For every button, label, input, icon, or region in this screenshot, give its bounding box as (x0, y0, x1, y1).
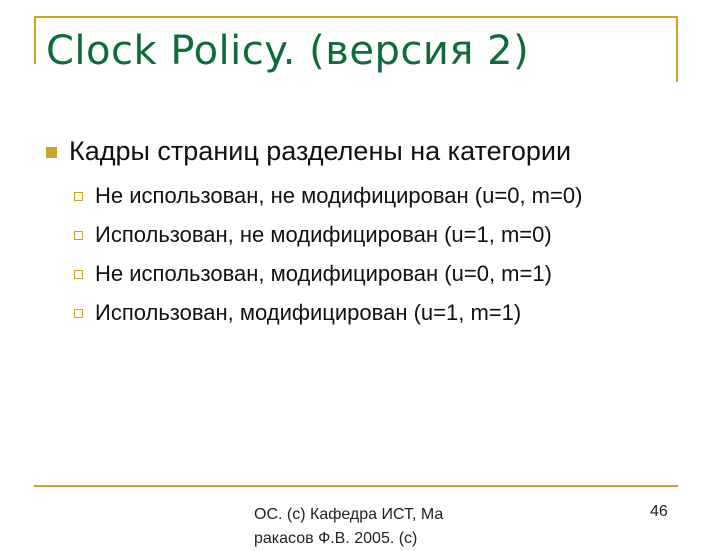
main-bullet (46, 136, 571, 167)
sub-bullet-item (74, 215, 582, 254)
frame-line-top (34, 16, 678, 18)
outline-square-bullet-icon (74, 270, 83, 279)
sub-bullet-item (74, 254, 582, 293)
sub-bullet-item (74, 176, 582, 215)
outline-square-bullet-icon (74, 231, 83, 240)
slide-title: Clock Policy. (версия 2) (46, 28, 530, 74)
sub-bullet-text: Использован, модифицирован (u=1, m=1) (95, 299, 522, 325)
slide-footer: ОС. (с) Кафедра ИСТ, Ма ракасов Ф.В. 2005. (с) (254, 506, 444, 547)
sub-bullet-text: Не использован, модифицирован (u=0, m=1) (95, 260, 552, 286)
sub-bullet-list (74, 176, 582, 332)
main-bullet-text: Кадры страниц разделены на категории (69, 136, 572, 166)
outline-square-bullet-icon (74, 192, 83, 201)
frame-line-right (676, 16, 678, 82)
frame-line-bottom (34, 485, 678, 487)
frame-line-left (34, 16, 36, 64)
sub-bullet-item (74, 293, 582, 332)
outline-square-bullet-icon (74, 309, 83, 318)
filled-square-bullet-icon (46, 147, 57, 158)
sub-bullet-text: Не использован, не модифицирован (u=0, m=0) (95, 182, 583, 208)
page-number: 46 (650, 503, 668, 520)
sub-bullet-text: Использован, не модифицирован (u=1, m=0) (95, 221, 552, 247)
